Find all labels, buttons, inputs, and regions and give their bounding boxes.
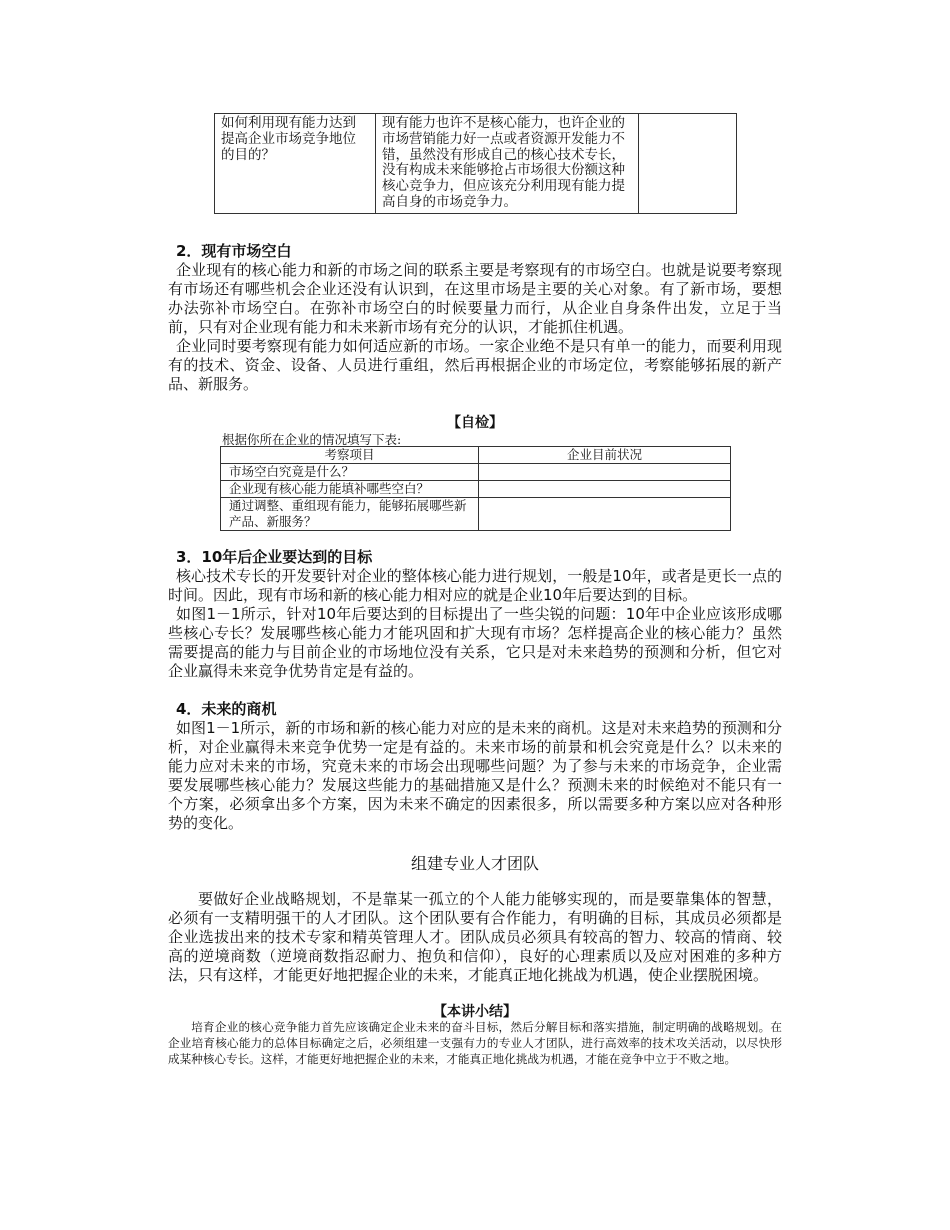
paragraph: 如图1－1所示，针对10年后要达到的目标提出了一些尖锐的问题：10年中企业应该形成哪些核心专长？发展哪些核心能力才能巩固和扩大现有市场？怎样提高企业的核心能力？虽然需要提高的能力与目前企业的市场地位没有关系，它只是对未来趋势的预测和分析，但它对企业赢得未来竞争优势肯定是有益的。 xyxy=(168,605,782,680)
self-check-title: 【自检】 xyxy=(447,415,503,431)
paragraph: 如图1－1所示，新的市场和新的核心能力对应的是未来的商机。这是对未来趋势的预测和分析，对企业赢得未来竞争优势一定是有益的。未来市场的前景和机会究竟是什么？以未来的能力应对未来的市场，究竟未来的市场会出现哪些问题？为了参与未来的市场竞争，企业需要发展哪些核心能力？发展这些能力的基础措施又是什么？预测未来的时候绝对不能只有一个方案，必须拿出多个方案，因为未来不确定的因素很多，所以需要多种方案以应对各种形势的变化。 xyxy=(168,719,782,832)
summary-title: 【本讲小结】 xyxy=(433,1004,517,1020)
item-cell: 通过调整、重组现有能力，能够拓展哪些新产品、新服务？ xyxy=(221,498,479,531)
capability-table xyxy=(214,113,737,214)
section-future-opportunity xyxy=(168,700,782,833)
section-team xyxy=(168,890,782,985)
section-ten-year-goal xyxy=(168,548,782,681)
status-cell[interactable] xyxy=(479,481,731,498)
status-cell[interactable] xyxy=(479,464,731,481)
team-heading: 组建专业人才团队 xyxy=(410,854,539,873)
section-market-gap xyxy=(168,242,782,394)
table-row xyxy=(221,464,731,481)
table-row xyxy=(221,481,731,498)
paragraph: 要做好企业战略规划，不是靠某一孤立的个人能力能够实现的，而是要靠集体的智慧，必须有一支精明强干的人才团队。这个团队要有合作能力，有明确的目标，其成员必须都是企业选拔出来的技术专家和精英管理人才。团队成员必须具有较高的智力、较高的情商、较高的逆境商数（逆境商数指忍耐力、抱负和信仰），良好的心理素质以及应对困难的多种方法，只有这样，才能更好地把握企业的未来，才能真正地化挑战为机遇，使企业摆脱困境。 xyxy=(168,890,782,984)
item-cell: 市场空白究竟是什么？ xyxy=(221,464,479,481)
summary xyxy=(168,1019,782,1067)
section-heading: 4．未来的商机 xyxy=(176,700,277,718)
self-check-caption: 根据你所在企业的情况填写下表: xyxy=(222,432,402,447)
status-cell[interactable] xyxy=(479,498,731,531)
self-check-table xyxy=(220,446,731,531)
table-row xyxy=(215,114,737,214)
column-header: 考察项目 xyxy=(221,447,479,464)
section-heading: 3．10年后企业要达到的目标 xyxy=(176,548,373,566)
paragraph: 企业同时要考察现有能力如何适应新的市场。一家企业绝不是只有单一的能力，而要利用现有的技术、资金、设备、人员进行重组，然后再根据企业的市场定位，考察能够拓展的新产品、新服务。 xyxy=(168,337,782,393)
answer-cell: 现有能力也许不是核心能力，也许企业的市场营销能力好一点或者资源开发能力不错，虽然没有形成自己的核心技术专长，没有构成未来能够抢占市场很大份额这种核心竞争力，但应该充分利用现有能力提高自身的市场竞争力。 xyxy=(376,114,639,214)
section-heading: 2．现有市场空白 xyxy=(176,242,292,260)
note-cell xyxy=(639,114,737,214)
column-header: 企业目前状况 xyxy=(479,447,731,464)
question-cell: 如何利用现有能力达到提高企业市场竞争地位的目的？ xyxy=(215,114,376,214)
table-header-row xyxy=(221,447,731,464)
table-row xyxy=(221,498,731,531)
paragraph: 企业现有的核心能力和新的市场之间的联系主要是考察现有的市场空白。也就是说要考察现有市场还有哪些机会企业还没有认识到，在这里市场是主要的关心对象。有了新市场，要想办法弥补市场空白。在弥补市场空白的时候要量力而行，从企业自身条件出发，立足于当前，只有对企业现有能力和未来新市场有充分的认识，才能抓住机遇。 xyxy=(168,261,782,336)
paragraph: 核心技术专长的开发要针对企业的整体核心能力进行规划，一般是10年，或者是更长一点的时间。因此，现有市场和新的核心能力相对应的就是企业10年后要达到的目标。 xyxy=(168,567,782,604)
item-cell: 企业现有核心能力能填补哪些空白？ xyxy=(221,481,479,498)
paragraph: 培育企业的核心竞争能力首先应该确定企业未来的奋斗目标，然后分解目标和落实措施，制定明确的战略规划。在企业培育核心能力的总体目标确定之后，必须组建一支强有力的专业人才团队，进行高效率的技术攻关活动，以尽快形成某种核心专长。这样，才能更好地把握企业的未来，才能真正地化挑战为机遇，才能在竞争中立于不败之地。 xyxy=(168,1020,782,1066)
